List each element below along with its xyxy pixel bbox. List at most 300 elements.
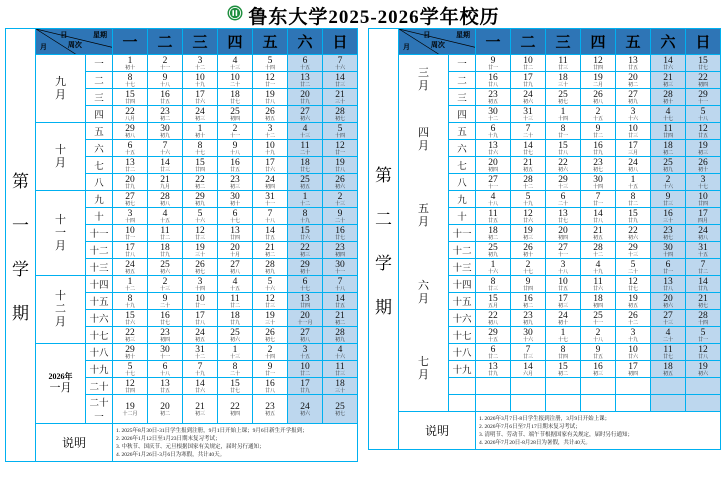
date-cell — [323, 55, 358, 72]
lunar-date: 十一 — [557, 252, 568, 258]
date-cell — [511, 242, 546, 259]
date-cell — [148, 225, 183, 242]
date-cell — [218, 344, 253, 361]
date-cell — [581, 344, 616, 361]
lunar-date: 十二 — [299, 201, 310, 207]
date-number: 26 — [628, 310, 638, 321]
week-row — [6, 55, 358, 72]
corner-day-label: 日 — [60, 31, 68, 39]
lunar-date: 十六 — [334, 354, 345, 360]
date-number: 9 — [595, 344, 601, 355]
date-cell — [476, 106, 511, 123]
date-number: 21 — [523, 157, 533, 168]
date-number: 16 — [488, 72, 498, 83]
lunar-date: 廿五 — [592, 354, 603, 360]
date-number: 13 — [663, 276, 673, 287]
lunar-date: 初八 — [299, 337, 310, 343]
lunar-date: 廿八 — [264, 388, 275, 394]
date-cell — [686, 242, 721, 259]
week-number-cell: 十三 — [449, 259, 476, 276]
date-number: 22 — [195, 174, 205, 185]
date-number: 9 — [595, 123, 601, 134]
lunar-date: 廿五 — [159, 388, 170, 394]
lunar-date: 初七 — [557, 99, 568, 105]
lunar-date: 初四 — [592, 303, 603, 309]
date-number: 20 — [300, 89, 310, 100]
date-number: 25 — [593, 310, 603, 321]
date-number: 18 — [230, 89, 240, 100]
date-number: 1 — [197, 123, 203, 134]
date-cell — [218, 395, 253, 424]
week-number-cell: 三 — [86, 89, 113, 106]
date-number: 1 — [302, 191, 308, 202]
lunar-date: 十五 — [487, 337, 498, 343]
date-number: 28 — [160, 191, 170, 202]
lunar-date: 十三 — [229, 65, 240, 71]
lunar-date: 二月 — [592, 82, 603, 88]
date-cell — [183, 174, 218, 191]
week-row — [6, 191, 358, 208]
month-cell — [36, 276, 86, 344]
date-number: 5 — [197, 208, 203, 219]
date-cell — [323, 327, 358, 344]
lunar-date: 初四 — [627, 371, 638, 377]
date-cell — [288, 72, 323, 89]
date-cell — [148, 157, 183, 174]
date-number: 20 — [300, 310, 310, 321]
date-number: 23 — [593, 157, 603, 168]
month-label-line: 月 — [55, 156, 66, 169]
week-number-cell: 六 — [86, 140, 113, 157]
date-cell — [253, 106, 288, 123]
date-number: 3 — [700, 174, 706, 185]
date-cell — [253, 310, 288, 327]
date-cell — [511, 106, 546, 123]
date-number: 28 — [663, 89, 673, 100]
lunar-date: 十六 — [662, 184, 673, 190]
date-number: 9 — [267, 361, 273, 372]
date-cell — [476, 259, 511, 276]
date-number: 18 — [663, 140, 673, 151]
date-cell — [218, 89, 253, 106]
date-number: 4 — [595, 259, 601, 270]
date-cell — [288, 327, 323, 344]
note-line: 1. 2025年8月30日-31日学生报到注册，9月1日开始上课；9月6日新生开学报到； — [116, 427, 308, 434]
lunar-date: 廿八 — [334, 167, 345, 173]
lunar-date: 十六 — [627, 116, 638, 122]
week-number-cell: 八 — [86, 174, 113, 191]
date-cell — [511, 378, 546, 395]
date-number: 28 — [265, 259, 275, 270]
week-number-cell: 十八 — [86, 344, 113, 361]
lunar-date: 十五 — [592, 116, 603, 122]
date-cell — [511, 140, 546, 157]
lunar-date: 初十 — [299, 269, 310, 275]
date-cell — [148, 276, 183, 293]
lunar-date: 廿三 — [264, 303, 275, 309]
date-cell — [686, 55, 721, 72]
date-number: 28 — [698, 310, 708, 321]
date-cell — [183, 89, 218, 106]
date-cell — [288, 106, 323, 123]
date-number: 11 — [300, 140, 310, 151]
lunar-date: 廿四 — [229, 235, 240, 241]
date-number: 19 — [265, 310, 275, 321]
date-number: 23 — [265, 401, 275, 412]
lunar-date: 十六 — [194, 218, 205, 224]
date-cell — [113, 327, 148, 344]
lunar-date: 廿七 — [229, 388, 240, 394]
lunar-date: 初五 — [264, 116, 275, 122]
date-number: 21 — [160, 174, 170, 185]
month-cell — [36, 191, 86, 276]
week-number-cell: 十一 — [86, 225, 113, 242]
date-cell — [218, 259, 253, 276]
lunar-date: 初九 — [264, 269, 275, 275]
date-number: 22 — [698, 72, 708, 83]
date-number: 25 — [300, 174, 310, 185]
lunar-date: 初四 — [697, 82, 708, 88]
lunar-date: 十四 — [334, 133, 345, 139]
date-cell — [183, 140, 218, 157]
date-number: 27 — [300, 327, 310, 338]
date-cell — [511, 123, 546, 140]
date-number: 19 — [698, 140, 708, 151]
date-cell — [148, 293, 183, 310]
date-number: 29 — [195, 191, 205, 202]
date-number: 29 — [628, 242, 638, 253]
page-title: 鲁东大学2025-2026学年校历 — [248, 6, 500, 28]
date-number: 23 — [160, 106, 170, 117]
date-number: 17 — [523, 72, 533, 83]
week-number-cell: 二十 — [86, 378, 113, 395]
date-number: 7 — [525, 123, 531, 134]
lunar-date: 廿六 — [264, 167, 275, 173]
calendar-panels — [0, 28, 727, 462]
date-number: 8 — [560, 123, 566, 134]
lunar-date: 廿五 — [627, 65, 638, 71]
date-cell — [148, 140, 183, 157]
lunar-date: 十一 — [159, 65, 170, 71]
date-cell — [288, 344, 323, 361]
week-number-cell: 十 — [449, 208, 476, 225]
lunar-date: 廿二 — [592, 133, 603, 139]
month-label-line: 月 — [418, 139, 429, 152]
weekday-header-1: 一 — [113, 29, 148, 55]
date-cell — [616, 157, 651, 174]
date-cell — [651, 174, 686, 191]
lunar-date: 廿一 — [697, 337, 708, 343]
date-number: 9 — [490, 55, 496, 66]
lunar-date: 五月 — [487, 303, 498, 309]
lunar-date: 廿九 — [697, 286, 708, 292]
month-label-line: 十 — [55, 213, 66, 226]
date-cell — [183, 395, 218, 424]
lunar-date: 十八 — [229, 150, 240, 156]
month-label-line: 月 — [55, 88, 66, 101]
month-cell — [36, 344, 86, 424]
lunar-date: 初二 — [334, 320, 345, 326]
lunar-date: 九月 — [159, 184, 170, 190]
lunar-date: 初四 — [334, 252, 345, 258]
week-number-cell: 二 — [86, 72, 113, 89]
date-cell — [148, 395, 183, 424]
date-cell — [288, 225, 323, 242]
lunar-date: 十八 — [592, 337, 603, 343]
date-number: 27 — [488, 174, 498, 185]
date-number: 12 — [195, 225, 205, 236]
date-cell — [511, 55, 546, 72]
date-number: 22 — [230, 401, 240, 412]
date-number: 25 — [488, 242, 498, 253]
date-number: 25 — [230, 106, 240, 117]
date-number: 7 — [267, 208, 273, 219]
date-cell — [218, 106, 253, 123]
date-cell — [288, 140, 323, 157]
date-cell — [546, 293, 581, 310]
date-number: 31 — [523, 106, 533, 117]
corner-header-cell — [399, 29, 476, 55]
lunar-date: 十二月 — [122, 411, 138, 417]
date-cell — [148, 174, 183, 191]
month-label-line: 二 — [55, 303, 66, 315]
date-cell — [323, 259, 358, 276]
date-cell — [476, 140, 511, 157]
lunar-date: 初六 — [627, 235, 638, 241]
week-number-cell: 六 — [449, 140, 476, 157]
lunar-date: 初三 — [662, 82, 673, 88]
date-number: 19 — [523, 225, 533, 236]
month-label-line: 月 — [418, 216, 429, 228]
lunar-date: 初十 — [124, 354, 135, 360]
week-row — [6, 276, 358, 293]
date-cell — [511, 276, 546, 293]
lunar-date: 三十 — [334, 99, 345, 105]
date-number: 17 — [265, 157, 275, 168]
lunar-date: 初五 — [487, 99, 498, 105]
date-number: 22 — [125, 106, 135, 117]
date-number: 14 — [160, 157, 170, 168]
lunar-date: 廿九 — [487, 371, 498, 377]
week-number-cell: 五 — [449, 123, 476, 140]
lunar-date: 廿九 — [299, 99, 310, 105]
date-cell — [253, 225, 288, 242]
semester-name-char: 学 — [12, 259, 29, 279]
semester-name-cell — [369, 29, 399, 450]
lunar-date: 初二 — [522, 303, 533, 309]
date-cell — [113, 55, 148, 72]
lunar-date: 廿三 — [334, 82, 345, 88]
week-number-cell: 十六 — [86, 310, 113, 327]
date-number: 15 — [558, 361, 568, 372]
date-cell — [511, 259, 546, 276]
date-cell — [651, 242, 686, 259]
date-cell — [616, 72, 651, 89]
date-number: 4 — [665, 106, 671, 117]
lunar-date: 二十 — [662, 337, 673, 343]
date-number: 4 — [302, 123, 308, 134]
lunar-date: 十一 — [334, 269, 345, 275]
lunar-date: 十三 — [627, 252, 638, 258]
date-cell — [323, 242, 358, 259]
lunar-date: 廿四 — [124, 99, 135, 105]
date-cell — [686, 72, 721, 89]
lunar-date: 初六 — [334, 184, 345, 190]
date-number: 14 — [195, 378, 205, 389]
date-cell — [616, 106, 651, 123]
lunar-date: 十七 — [194, 150, 205, 156]
date-cell — [581, 361, 616, 378]
date-number: 2 — [595, 327, 601, 338]
date-cell — [476, 344, 511, 361]
weekday-header-6: 六 — [288, 29, 323, 55]
week-number-cell: 一 — [449, 55, 476, 72]
date-number: 15 — [300, 225, 310, 236]
lunar-date: 廿二 — [299, 82, 310, 88]
date-cell — [323, 140, 358, 157]
lunar-date: 初八 — [159, 201, 170, 207]
date-cell — [546, 242, 581, 259]
date-cell — [253, 191, 288, 208]
month-cell — [399, 106, 449, 174]
corner-weeknum-label: 周次 — [430, 41, 445, 49]
month-label-line: 月 — [418, 80, 429, 93]
semester-name-char: 学 — [375, 253, 392, 273]
lunar-date: 初二 — [487, 235, 498, 241]
lunar-date: 廿一 — [124, 235, 135, 241]
lunar-date: 二十 — [159, 303, 170, 309]
date-number: 2 — [162, 55, 168, 66]
date-number: 13 — [300, 72, 310, 83]
date-number: 15 — [195, 157, 205, 168]
lunar-date: 三十 — [557, 82, 568, 88]
date-cell — [183, 344, 218, 361]
date-number: 25 — [230, 327, 240, 338]
lunar-date: 十九 — [592, 269, 603, 275]
date-cell — [616, 55, 651, 72]
date-cell — [183, 191, 218, 208]
date-number: 26 — [335, 174, 345, 185]
lunar-date: 初九 — [194, 201, 205, 207]
date-cell — [651, 395, 686, 412]
month-cell — [36, 55, 86, 123]
lunar-date: 廿八 — [697, 354, 708, 360]
week-number-cell: 十二 — [86, 242, 113, 259]
lunar-date: 十四 — [662, 252, 673, 258]
date-cell — [651, 293, 686, 310]
date-number: 8 — [490, 276, 496, 287]
date-cell — [288, 157, 323, 174]
date-number: 14 — [335, 293, 345, 304]
date-cell — [323, 378, 358, 395]
weekday-header-5: 五 — [253, 29, 288, 55]
date-cell — [253, 395, 288, 424]
weekday-header-5: 五 — [616, 29, 651, 55]
notes-text-cell — [113, 424, 358, 462]
date-cell — [218, 55, 253, 72]
date-number: 17 — [628, 140, 638, 151]
date-cell — [323, 174, 358, 191]
date-number: 8 — [197, 140, 203, 151]
date-cell — [183, 242, 218, 259]
date-cell — [148, 327, 183, 344]
date-number: 18 — [558, 72, 568, 83]
date-number: 3 — [560, 259, 566, 270]
date-number: 30 — [593, 174, 603, 185]
notes-text-cell — [476, 412, 721, 450]
lunar-date: 初七 — [264, 337, 275, 343]
date-cell — [183, 157, 218, 174]
date-cell — [651, 191, 686, 208]
date-number: 30 — [230, 191, 240, 202]
month-cell — [399, 55, 449, 106]
month-label-line: 九 — [55, 75, 66, 88]
date-cell — [686, 208, 721, 225]
lunar-date: 廿五 — [229, 167, 240, 173]
weekday-header-4: 四 — [218, 29, 253, 55]
date-number: 10 — [230, 72, 240, 83]
date-cell — [113, 89, 148, 106]
lunar-date: 十五 — [299, 65, 310, 71]
lunar-date: 二十 — [522, 133, 533, 139]
notes-row — [369, 412, 721, 450]
date-number: 19 — [335, 157, 345, 168]
date-cell — [183, 123, 218, 140]
date-cell — [476, 157, 511, 174]
lunar-date: 十二 — [194, 354, 205, 360]
lunar-date: 二十 — [229, 371, 240, 377]
date-number: 10 — [195, 72, 205, 83]
date-number: 11 — [593, 276, 603, 287]
date-cell — [581, 276, 616, 293]
date-cell — [148, 242, 183, 259]
date-number: 22 — [300, 242, 310, 253]
lunar-date: 廿三 — [487, 286, 498, 292]
lunar-date: 初十 — [662, 99, 673, 105]
week-number-cell — [449, 395, 476, 412]
date-number: 17 — [300, 378, 310, 389]
month-cell — [36, 123, 86, 191]
date-cell — [476, 191, 511, 208]
date-number: 1 — [127, 55, 133, 66]
week-number-cell: 七 — [449, 157, 476, 174]
lunar-date: 初六 — [697, 371, 708, 377]
date-cell — [651, 106, 686, 123]
lunar-date: 初九 — [487, 252, 498, 258]
lunar-date: 六月 — [522, 371, 533, 377]
date-number: 4 — [232, 276, 238, 287]
note-line: 1. 2026年3月7日-8日学生报到注册，3月9日开始上课； — [479, 415, 611, 422]
date-cell — [148, 378, 183, 395]
date-number: 13 — [160, 378, 170, 389]
date-number: 9 — [162, 72, 168, 83]
date-cell — [511, 327, 546, 344]
date-number: 3 — [267, 123, 273, 134]
date-number: 25 — [558, 89, 568, 100]
week-number-cell: 十四 — [86, 276, 113, 293]
lunar-date: 十五 — [159, 218, 170, 224]
date-cell — [183, 276, 218, 293]
date-cell — [546, 123, 581, 140]
date-number: 17 — [195, 310, 205, 321]
date-cell — [113, 378, 148, 395]
lunar-date: 十七 — [697, 184, 708, 190]
date-number: 21 — [335, 89, 345, 100]
date-number: 3 — [630, 106, 636, 117]
week-row — [369, 259, 721, 276]
lunar-date: 廿三 — [334, 371, 345, 377]
date-cell — [581, 310, 616, 327]
